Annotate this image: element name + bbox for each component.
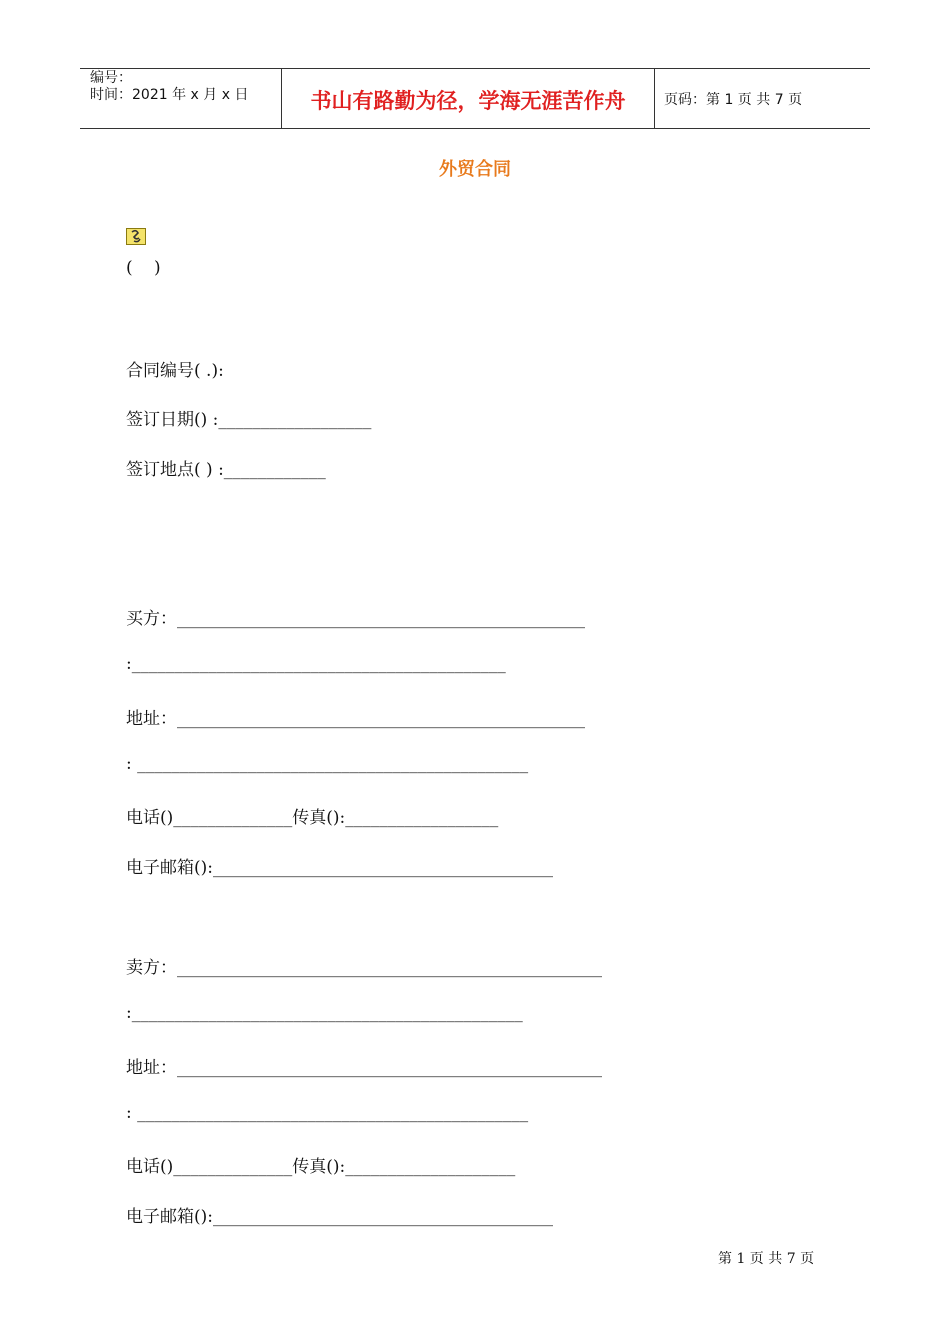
- seller-phone-fax: 电话()______________传真():____________________: [126, 1157, 516, 1177]
- signing-place: 签订地点( ) :____________: [126, 460, 326, 480]
- header-meta: [90, 70, 248, 104]
- header-divider-right: [654, 68, 655, 129]
- buyer-address: 地址：________________________________________________: [126, 709, 585, 729]
- seller-address: 地址：__________________________________________________: [126, 1058, 602, 1078]
- footer-page-number: 第 1 页 共 7 页: [718, 1251, 815, 1267]
- doc-time-label: 时间：2021 年 x 月 x 日: [90, 87, 249, 103]
- buyer-line-2: :____________________________________________: [126, 654, 506, 674]
- buyer-email: 电子邮箱():________________________________________: [126, 858, 553, 878]
- signing-date: 签订日期() :__________________: [126, 410, 372, 430]
- doc-number-label: 编号：: [90, 70, 132, 86]
- seller-line-2: :______________________________________________: [126, 1003, 523, 1023]
- buyer-line-4: : ______________________________________________: [126, 754, 529, 774]
- buyer-phone-fax: 电话()______________传真():__________________: [126, 808, 499, 828]
- subtitle-parentheses: ( ): [126, 258, 169, 278]
- document-title: 外贸合同: [439, 159, 511, 180]
- seller-name: 卖方：__________________________________________________: [126, 958, 602, 978]
- seller-email: 电子邮箱():________________________________________: [126, 1207, 553, 1227]
- header-page-number: 页码：第 1 页 共 7 页: [664, 92, 803, 108]
- contract-number: 合同编号( .):: [126, 361, 224, 381]
- buyer-name: 买方：________________________________________________: [126, 609, 585, 629]
- seller-line-4: : ______________________________________________: [126, 1103, 529, 1123]
- header-bottom-rule: [80, 128, 870, 129]
- header-motto: 书山有路勤为径，学海无涯苦作舟: [310, 89, 626, 113]
- document-link-icon[interactable]: [126, 228, 146, 245]
- header-top-rule: [80, 68, 870, 69]
